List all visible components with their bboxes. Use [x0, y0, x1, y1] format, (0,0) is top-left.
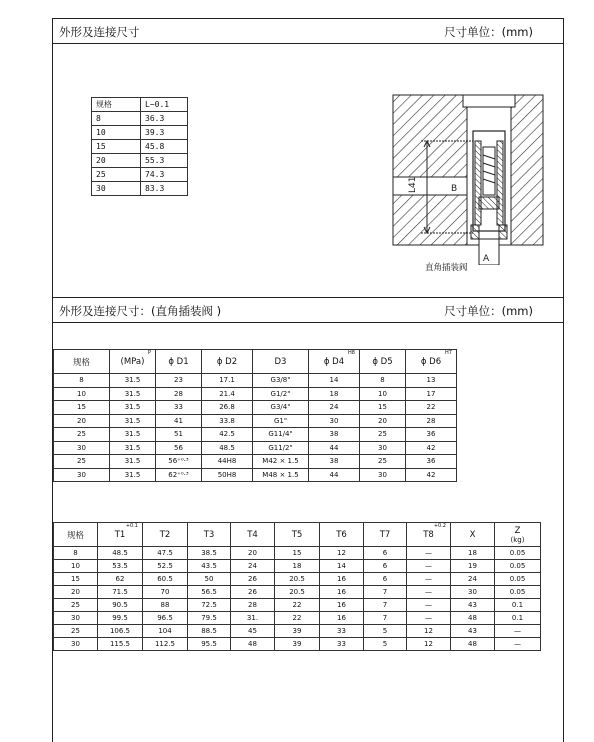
table-cell: 12 — [407, 638, 451, 651]
table-cell: 43.5 — [188, 560, 231, 573]
table-cell: 14 — [320, 560, 364, 573]
table-cell: 106.5 — [98, 625, 143, 638]
table-cell: 115.5 — [98, 638, 143, 651]
table-cell: 99.5 — [98, 612, 143, 625]
label-b: B — [451, 184, 458, 194]
table-row — [92, 126, 188, 140]
header-label: T7 — [379, 529, 391, 540]
table-row — [54, 612, 541, 625]
table-cell: 16 — [320, 612, 364, 625]
table-cell: 33 — [320, 638, 364, 651]
table-cell: G11/4" — [253, 428, 309, 442]
valve-cross-section-drawing — [353, 85, 553, 265]
table-cell: M48 × 1.5 — [253, 468, 309, 482]
table-cell: 33 — [320, 625, 364, 638]
column-header — [309, 350, 360, 374]
table-cell: 60.5 — [143, 573, 188, 586]
table-row — [54, 455, 457, 469]
table-cell: 36.3 — [141, 112, 188, 126]
table-cell: 24 — [309, 401, 360, 415]
header-label: Z — [514, 525, 521, 536]
table-row — [54, 374, 457, 388]
header-label: ϕ D1 — [168, 356, 189, 367]
drawing-caption: 直角插装阀 — [425, 263, 468, 273]
table-cell: 83.3 — [141, 182, 188, 196]
table-cell: 90.5 — [98, 599, 143, 612]
table-cell: 15 — [275, 547, 320, 560]
column-header — [156, 350, 202, 374]
table-cell: 30 — [451, 586, 495, 599]
table-cell: 6 — [364, 573, 407, 586]
table-row — [54, 468, 457, 482]
size-length-table — [91, 97, 188, 196]
table-cell: 15 — [54, 401, 110, 415]
table-cell: 31.5 — [110, 401, 156, 415]
table-cell: 31.5 — [110, 441, 156, 455]
table-cell: 10 — [54, 387, 110, 401]
table-cell: 22 — [275, 599, 320, 612]
table-cell: — — [495, 625, 541, 638]
column-header — [231, 523, 275, 547]
tolerance-label: +0.1 — [125, 523, 138, 529]
table-cell: 24 — [451, 573, 495, 586]
table-cell: 18 — [309, 387, 360, 401]
table-cell: 31.5 — [110, 387, 156, 401]
table-cell: 39.3 — [141, 126, 188, 140]
table-cell: 44 — [309, 441, 360, 455]
table-cell: 5 — [364, 625, 407, 638]
table-cell: 31.5 — [110, 414, 156, 428]
tolerance-label: H8 — [348, 350, 355, 356]
table-cell: 5 — [364, 638, 407, 651]
table-cell: 8 — [54, 547, 98, 560]
unit-label: 尺寸单位：(mm) — [444, 304, 533, 318]
table-cell: 0.1 — [495, 599, 541, 612]
table-row — [54, 638, 541, 651]
table-row — [54, 547, 541, 560]
column-header — [188, 523, 231, 547]
table-cell: 26 — [231, 586, 275, 599]
column-header — [98, 523, 143, 547]
table-cell: 10 — [54, 560, 98, 573]
table-cell: 43 — [451, 599, 495, 612]
table-cell: 38 — [309, 428, 360, 442]
length-header: L−0.1 — [141, 98, 188, 112]
document-frame — [52, 18, 564, 742]
table-cell: 7 — [364, 599, 407, 612]
table-row — [54, 625, 541, 638]
header-label: T4 — [247, 529, 258, 540]
table-row — [54, 387, 457, 401]
table-cell: 25 — [54, 455, 110, 469]
table-cell: 30 — [360, 441, 406, 455]
table-cell: 50H8 — [202, 468, 253, 482]
column-header — [54, 350, 110, 374]
table-cell: — — [407, 586, 451, 599]
table-cell: — — [495, 638, 541, 651]
header-label: T5 — [291, 529, 303, 540]
table-cell: 88 — [143, 599, 188, 612]
table-cell: 30 — [54, 638, 98, 651]
table-cell: 62⁺⁰·³ — [156, 468, 202, 482]
table-cell: 10 — [92, 126, 141, 140]
table-cell: 56 — [156, 441, 202, 455]
table-cell: 25 — [92, 168, 141, 182]
table-cell: 22 — [275, 612, 320, 625]
table-cell: 16 — [320, 586, 364, 599]
table-cell: 15 — [54, 573, 98, 586]
table-cell: 38 — [309, 455, 360, 469]
table-row — [54, 573, 541, 586]
table-cell: 0.05 — [495, 547, 541, 560]
table-cell: 28 — [231, 599, 275, 612]
table-cell: 95.5 — [188, 638, 231, 651]
table-cell: 79.5 — [188, 612, 231, 625]
table-cell: 48.5 — [98, 547, 143, 560]
table-cell: 24 — [231, 560, 275, 573]
table-row — [92, 154, 188, 168]
table-cell: 39 — [275, 625, 320, 638]
table-cell: 42.5 — [202, 428, 253, 442]
table-cell: 0.05 — [495, 586, 541, 599]
column-header — [360, 350, 406, 374]
dimensions-table-d — [53, 349, 457, 482]
table-cell: 22 — [406, 401, 457, 415]
table-cell: — — [407, 612, 451, 625]
table-cell: G1/2" — [253, 387, 309, 401]
table-cell: 56⁺⁰·³ — [156, 455, 202, 469]
table-cell: 74.3 — [141, 168, 188, 182]
table-row — [54, 428, 457, 442]
header-label: (MPa) — [120, 356, 145, 367]
table-cell: 0.05 — [495, 573, 541, 586]
table-cell: 10 — [360, 387, 406, 401]
column-header — [407, 523, 451, 547]
table-cell: 15 — [92, 140, 141, 154]
table-cell: 31.5 — [110, 374, 156, 388]
table-row — [92, 112, 188, 126]
table-cell: 30 — [54, 612, 98, 625]
table-cell: 48 — [231, 638, 275, 651]
table-row — [92, 182, 188, 196]
table-cell: 6 — [364, 547, 407, 560]
column-header — [54, 523, 98, 547]
section-title: 外形及连接尺寸 — [59, 25, 140, 39]
table-cell: 33 — [156, 401, 202, 415]
header-label: 规格 — [72, 357, 90, 368]
label-l: L41 — [408, 176, 418, 193]
table-cell: 30 — [54, 468, 110, 482]
column-header — [253, 350, 309, 374]
table-cell: — — [407, 599, 451, 612]
table-cell: 41 — [156, 414, 202, 428]
table-row — [54, 560, 541, 573]
section-header-angle-valve — [53, 297, 563, 323]
table-cell: G3/8" — [253, 374, 309, 388]
header-label: ϕ D4 — [323, 356, 345, 367]
table-cell: 23 — [156, 374, 202, 388]
table-row — [92, 168, 188, 182]
table-cell: 88.5 — [188, 625, 231, 638]
table-cell: 7 — [364, 586, 407, 599]
table-cell: 96.5 — [143, 612, 188, 625]
table-cell: 8 — [360, 374, 406, 388]
table-cell: 104 — [143, 625, 188, 638]
table-cell: 70 — [143, 586, 188, 599]
table-cell: 14 — [309, 374, 360, 388]
tolerance-label: H7 — [445, 350, 452, 356]
table-cell: 39 — [275, 638, 320, 651]
table-cell: 33.8 — [202, 414, 253, 428]
header-label: D3 — [274, 356, 287, 367]
column-header — [320, 523, 364, 547]
table-cell: 31.5 — [110, 455, 156, 469]
header-label: 规格 — [66, 530, 84, 541]
table-cell: 18 — [451, 547, 495, 560]
table-cell: 42 — [406, 441, 457, 455]
table-cell: 0.05 — [495, 560, 541, 573]
table-cell: 17 — [406, 387, 457, 401]
table-cell: 12 — [407, 625, 451, 638]
column-header — [495, 523, 541, 547]
table-cell: 20 — [54, 586, 98, 599]
table-cell: 48.5 — [202, 441, 253, 455]
header-label: T2 — [159, 529, 171, 540]
table-cell: — — [407, 573, 451, 586]
table-cell: 62 — [98, 573, 143, 586]
table-row — [54, 599, 541, 612]
table-cell: 53.5 — [98, 560, 143, 573]
table-cell: 18 — [275, 560, 320, 573]
table-row — [54, 414, 457, 428]
table-cell: 26 — [231, 573, 275, 586]
table-cell: 28 — [156, 387, 202, 401]
table-cell: 55.3 — [141, 154, 188, 168]
column-header — [202, 350, 253, 374]
table-cell: 50 — [188, 573, 231, 586]
table-cell: 26.8 — [202, 401, 253, 415]
header-label: ϕ D5 — [372, 356, 393, 367]
table-cell: M42 × 1.5 — [253, 455, 309, 469]
table-cell: 47.5 — [143, 547, 188, 560]
table-row — [54, 401, 457, 415]
table-cell: 51 — [156, 428, 202, 442]
table-cell: 30 — [54, 441, 110, 455]
header-unit: (kg) — [510, 535, 525, 544]
header-label: T1 — [114, 529, 126, 540]
table-cell: 30 — [360, 468, 406, 482]
table-cell: 6 — [364, 560, 407, 573]
table-cell: 21.4 — [202, 387, 253, 401]
table-cell: 30 — [309, 414, 360, 428]
table-cell: 48 — [451, 612, 495, 625]
section-header-dimensions — [53, 19, 563, 44]
table-cell: 20 — [231, 547, 275, 560]
table-cell: 8 — [54, 374, 110, 388]
table-cell: 16 — [320, 573, 364, 586]
table-cell: 71.5 — [98, 586, 143, 599]
table-row — [54, 586, 541, 599]
table-cell: 17.1 — [202, 374, 253, 388]
table-cell: 20 — [92, 154, 141, 168]
table-cell: 45 — [231, 625, 275, 638]
header-label: ϕ D2 — [216, 356, 238, 367]
table-cell: 25 — [54, 428, 110, 442]
column-header — [364, 523, 407, 547]
table-row — [54, 441, 457, 455]
table-cell: 0.1 — [495, 612, 541, 625]
table-cell: G11/2" — [253, 441, 309, 455]
table-cell: 25 — [54, 599, 98, 612]
table-cell: 56.5 — [188, 586, 231, 599]
unit-label: 尺寸单位：(mm) — [444, 25, 533, 39]
table-cell: 30 — [92, 182, 141, 196]
table-cell: 12 — [320, 547, 364, 560]
table-cell: — — [407, 547, 451, 560]
table-cell: 31.5 — [110, 468, 156, 482]
table-cell: 43 — [451, 625, 495, 638]
table-cell: 15 — [360, 401, 406, 415]
label-a: A — [483, 254, 490, 264]
table-cell: 25 — [54, 625, 98, 638]
table-cell: 13 — [406, 374, 457, 388]
table-cell: — — [407, 560, 451, 573]
table-cell: 28 — [406, 414, 457, 428]
table-cell: 20.5 — [275, 586, 320, 599]
table-cell: G3/4" — [253, 401, 309, 415]
table-cell: 20 — [360, 414, 406, 428]
column-header — [406, 350, 457, 374]
table-cell: 25 — [360, 455, 406, 469]
table-cell: 42 — [406, 468, 457, 482]
table-cell: 7 — [364, 612, 407, 625]
header-label: ϕ D6 — [420, 356, 442, 367]
table-cell: 25 — [360, 428, 406, 442]
table-cell: 8 — [92, 112, 141, 126]
table-cell: 44 — [309, 468, 360, 482]
tolerance-label: +0.2 — [433, 523, 446, 529]
table-cell: 20.5 — [275, 573, 320, 586]
table-cell: 112.5 — [143, 638, 188, 651]
dimensions-table-t — [53, 522, 541, 651]
size-header: 规格 — [92, 98, 141, 112]
table-cell: 72.5 — [188, 599, 231, 612]
table-cell: 45.8 — [141, 140, 188, 154]
header-label: T6 — [336, 529, 347, 540]
column-header — [275, 523, 320, 547]
table-cell: 31. — [231, 612, 275, 625]
table-cell: 31.5 — [110, 428, 156, 442]
header-label: T3 — [203, 529, 215, 540]
table-cell: 20 — [54, 414, 110, 428]
header-label: X — [469, 529, 476, 540]
table-cell: 36 — [406, 455, 457, 469]
column-header — [110, 350, 156, 374]
table-cell: 44H8 — [202, 455, 253, 469]
table-cell: 48 — [451, 638, 495, 651]
tolerance-label: P — [147, 350, 151, 356]
header-label: T8 — [423, 529, 434, 540]
table-cell: 36 — [406, 428, 457, 442]
table-row — [92, 140, 188, 154]
column-header — [143, 523, 188, 547]
section-title: 外形及连接尺寸：(直角插装阀 ) — [59, 304, 222, 318]
table-cell: 52.5 — [143, 560, 188, 573]
table-cell: 19 — [451, 560, 495, 573]
table-cell: G1" — [253, 414, 309, 428]
column-header — [451, 523, 495, 547]
table-cell: 38.5 — [188, 547, 231, 560]
table-cell: 16 — [320, 599, 364, 612]
